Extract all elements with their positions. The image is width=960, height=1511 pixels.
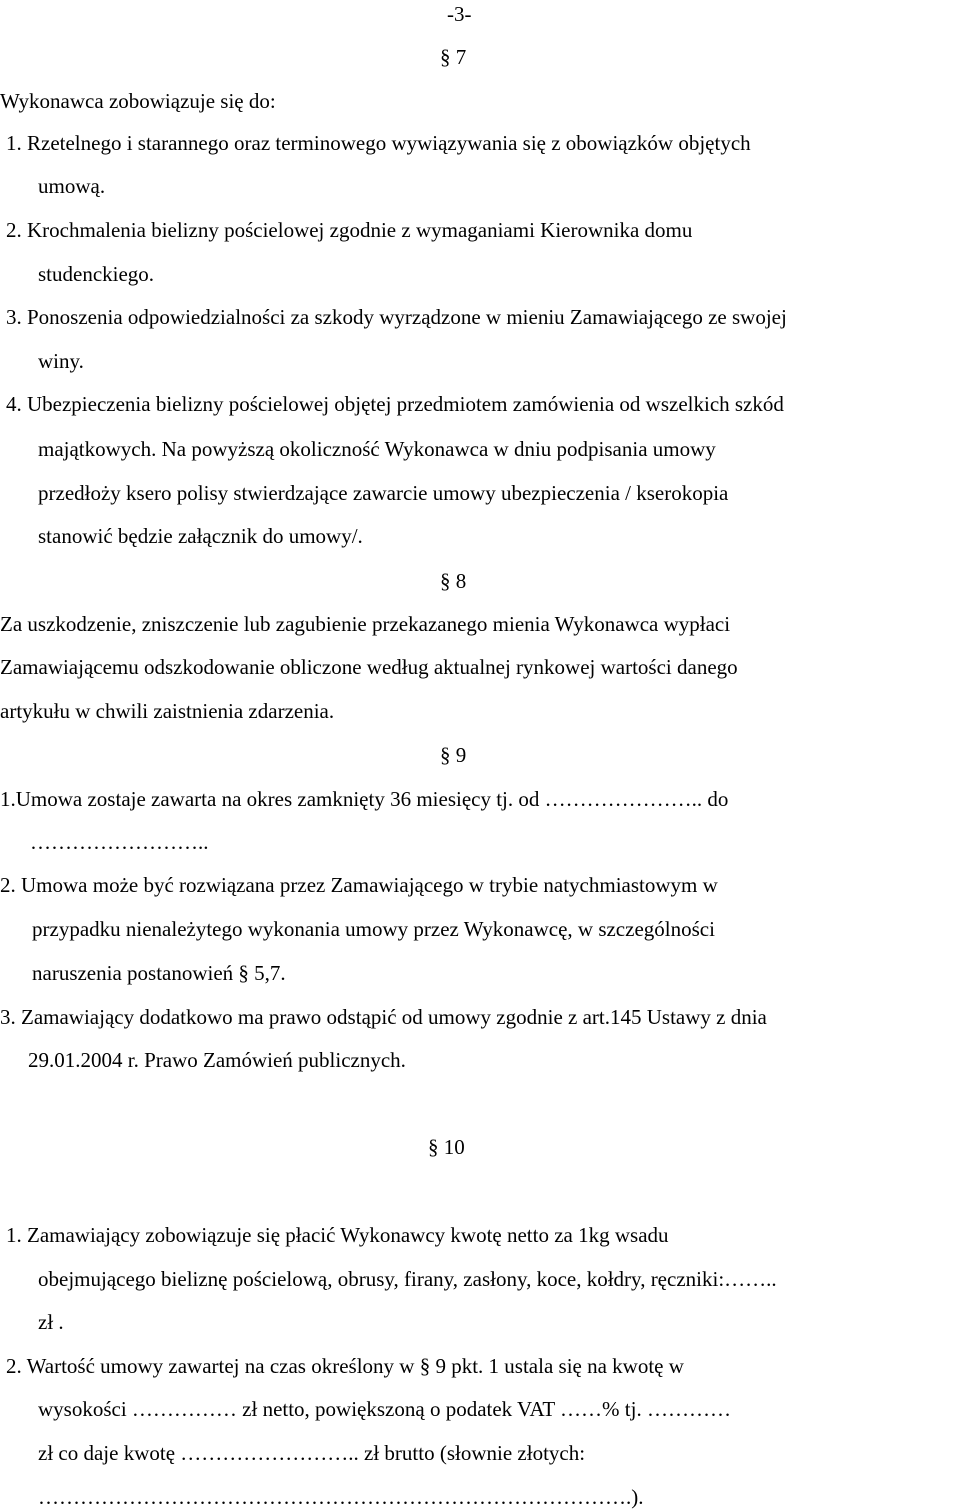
s10-line-2: obejmującego bieliznę pościelową, obrusy, firany, zasłony, koce, kołdry, ręczniki:……..: [38, 1267, 777, 1291]
s9-line-5: naruszenia postanowień § 5,7.: [32, 961, 286, 985]
s9-line-7: 29.01.2004 r. Prawo Zamówień publicznych.: [28, 1048, 406, 1072]
s7-item-3-line-1: 3. Ponoszenia odpowiedzialności za szkody wyrządzone w mieniu Zamawiającego ze swojej: [6, 305, 787, 329]
s10-line-6: zł co daje kwotę …………………….. zł brutto (słownie złotych:: [38, 1441, 586, 1465]
s7-item-2-line-2: studenckiego.: [38, 262, 155, 286]
s7-item-4-line-1: 4. Ubezpieczenia bielizny pościelowej objętej przedmiotem zamówienia od wszelkich szkód: [6, 392, 784, 416]
s9-line-6: 3. Zamawiający dodatkowo ma prawo odstąpić od umowy zgodnie z art.145 Ustawy z dnia: [0, 1005, 767, 1029]
s7-item-3-line-2: winy.: [38, 349, 84, 373]
s7-item-4-line-4: stanowić będzie załącznik do umowy/.: [38, 524, 363, 548]
s7-item-4-line-2: majątkowych. Na powyższą okoliczność Wykonawca w dniu podpisania umowy: [38, 437, 716, 461]
s8-line-1: Za uszkodzenie, zniszczenie lub zagubienie przekazanego mienia Wykonawca wypłaci: [0, 612, 731, 636]
s7-item-1-line-2: umową.: [38, 174, 106, 198]
s9-line-3: 2. Umowa może być rozwiązana przez Zamawiającego w trybie natychmiastowym w: [0, 873, 718, 897]
section-7-heading: § 7: [440, 45, 467, 69]
s7-item-4-line-3: przedłoży ksero polisy stwierdzające zawarcie umowy ubezpieczenia / kserokopia: [38, 481, 729, 505]
s10-line-1: 1. Zamawiający zobowiązuje się płacić Wykonawcy kwotę netto za 1kg wsadu: [6, 1223, 669, 1247]
s10-line-7: ………………………………………………………………………….).: [38, 1485, 644, 1509]
section-8-heading: § 8: [440, 569, 467, 593]
s7-item-1-line-1: 1. Rzetelnego i starannego oraz terminowego wywiązywania się z obowiązków objętych: [6, 131, 751, 155]
s10-line-4: 2. Wartość umowy zawartej na czas określony w § 9 pkt. 1 ustala się na kwotę w: [6, 1354, 684, 1378]
s9-line-4: przypadku nienależytego wykonania umowy przez Wykonawcę, w szczególności: [32, 917, 715, 941]
s8-line-3: artykułu w chwili zaistnienia zdarzenia.: [0, 699, 335, 723]
section-10-heading: § 10: [428, 1135, 465, 1159]
s7-item-2-line-1: 2. Krochmalenia bielizny pościelowej zgodnie z wymaganiami Kierownika domu: [6, 218, 693, 242]
page-number: -3-: [447, 2, 472, 26]
s8-line-2: Zamawiającemu odszkodowanie obliczone według aktualnej rynkowej wartości danego: [0, 655, 738, 679]
s10-line-5: wysokości …………… zł netto, powiększoną o podatek VAT ……% tj. …………: [38, 1397, 731, 1421]
section-7-intro: Wykonawca zobowiązuje się do:: [0, 89, 276, 113]
s10-line-3: zł .: [38, 1310, 64, 1334]
s9-line-2: ……………………..: [30, 830, 209, 854]
s9-line-1: 1.Umowa zostaje zawarta na okres zamknięty 36 miesięcy tj. od ………………….. do: [0, 787, 729, 811]
section-9-heading: § 9: [440, 743, 467, 767]
